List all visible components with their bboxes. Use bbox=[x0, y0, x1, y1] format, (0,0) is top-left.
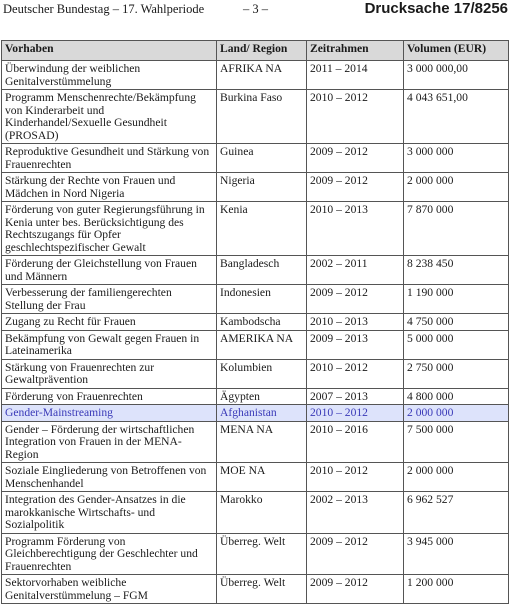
cell-vorhaben: Förderung der Gleichstellung von Frauen und Männern bbox=[2, 256, 217, 285]
cell-vorhaben: Förderung von guter Regierungsführung in Kenia unter bes. Berücksichtigung des Rechtszugangs für Opfer geschlechtspezifischer Gewalt bbox=[2, 202, 217, 256]
cell-volumen: 8 238 450 bbox=[404, 256, 509, 285]
cell-vorhaben: Bekämpfung von Gewalt gegen Frauen in Lateinamerika bbox=[2, 330, 217, 359]
cell-land: Guinea bbox=[217, 144, 307, 173]
table-row bbox=[2, 405, 509, 422]
cell-land: Burkina Faso bbox=[217, 90, 307, 144]
page-number: – 3 – bbox=[243, 2, 268, 16]
cell-vorhaben: Soziale Eingliederung von Betroffenen von Menschenhandel bbox=[2, 463, 217, 492]
table-body bbox=[2, 61, 509, 604]
cell-zeitrahmen: 2010 – 2013 bbox=[307, 202, 404, 256]
cell-land: Kolumbien bbox=[217, 359, 307, 388]
cell-land: MENA NA bbox=[217, 421, 307, 463]
cell-vorhaben: Programm Förderung von Gleichberechtigung der Geschlechter und Frauenrechten bbox=[2, 533, 217, 575]
table-row bbox=[2, 359, 509, 388]
cell-land: Nigeria bbox=[217, 173, 307, 202]
cell-vorhaben: Gender – Förderung der wirtschaftlichen Integration von Frauen in der MENA-Region bbox=[2, 421, 217, 463]
parliament-title: Deutscher Bundestag – 17. Wahlperiode bbox=[3, 2, 205, 16]
table-row bbox=[2, 285, 509, 314]
cell-zeitrahmen: 2011 – 2014 bbox=[307, 61, 404, 90]
table-row bbox=[2, 173, 509, 202]
cell-volumen: 6 962 527 bbox=[404, 492, 509, 534]
table-row bbox=[2, 330, 509, 359]
table-row bbox=[2, 61, 509, 90]
cell-zeitrahmen: 2009 – 2012 bbox=[307, 144, 404, 173]
cell-vorhaben: Sektorvorhaben weibliche Genitalverstümmelung – FGM bbox=[2, 575, 217, 604]
cell-volumen: 2 750 000 bbox=[404, 359, 509, 388]
cell-volumen: 4 750 000 bbox=[404, 314, 509, 331]
cell-land: AMERIKA NA bbox=[217, 330, 307, 359]
cell-land: Kenia bbox=[217, 202, 307, 256]
table-row bbox=[2, 314, 509, 331]
cell-zeitrahmen: 2010 – 2013 bbox=[307, 314, 404, 331]
cell-vorhaben: Gender-Mainstreaming bbox=[2, 405, 217, 422]
table-row bbox=[2, 256, 509, 285]
cell-zeitrahmen: 2010 – 2012 bbox=[307, 90, 404, 144]
table-row bbox=[2, 90, 509, 144]
table-row bbox=[2, 421, 509, 463]
cell-land: Überreg. Welt bbox=[217, 575, 307, 604]
table-row bbox=[2, 533, 509, 575]
cell-vorhaben: Überwindung der weiblichen Genitalverstümmelung bbox=[2, 61, 217, 90]
cell-land: MOE NA bbox=[217, 463, 307, 492]
cell-volumen: 3 000 000,00 bbox=[404, 61, 509, 90]
cell-vorhaben: Reproduktive Gesundheit und Stärkung von Frauenrechten bbox=[2, 144, 217, 173]
cell-land: Marokko bbox=[217, 492, 307, 534]
table-row bbox=[2, 202, 509, 256]
cell-land: AFRIKA NA bbox=[217, 61, 307, 90]
column-header-vorhaben: Vorhaben bbox=[2, 41, 217, 61]
cell-zeitrahmen: 2009 – 2013 bbox=[307, 330, 404, 359]
cell-land: Indonesien bbox=[217, 285, 307, 314]
cell-land: Kambodscha bbox=[217, 314, 307, 331]
table-row bbox=[2, 388, 509, 405]
page-header bbox=[0, 0, 510, 24]
cell-zeitrahmen: 2002 – 2013 bbox=[307, 492, 404, 534]
cell-vorhaben: Zugang zu Recht für Frauen bbox=[2, 314, 217, 331]
cell-zeitrahmen: 2009 – 2012 bbox=[307, 285, 404, 314]
table-row bbox=[2, 463, 509, 492]
cell-land: Afghanistan bbox=[217, 405, 307, 422]
column-header-zeitrahmen: Zeitrahmen bbox=[307, 41, 404, 61]
cell-land: Überreg. Welt bbox=[217, 533, 307, 575]
table-row bbox=[2, 144, 509, 173]
cell-volumen: 2 000 000 bbox=[404, 405, 509, 422]
cell-volumen: 5 000 000 bbox=[404, 330, 509, 359]
cell-vorhaben: Stärkung der Rechte von Frauen und Mädchen in Nord Nigeria bbox=[2, 173, 217, 202]
column-header-land: Land/ Region bbox=[217, 41, 307, 61]
cell-vorhaben: Verbesserung der familiengerechten Stellung der Frau bbox=[2, 285, 217, 314]
cell-land: Bangladesch bbox=[217, 256, 307, 285]
cell-volumen: 4 800 000 bbox=[404, 388, 509, 405]
column-header-volumen: Volumen (EUR) bbox=[404, 41, 509, 61]
table-row bbox=[2, 575, 509, 604]
cell-zeitrahmen: 2010 – 2012 bbox=[307, 359, 404, 388]
cell-volumen: 3 000 000 bbox=[404, 144, 509, 173]
cell-zeitrahmen: 2010 – 2016 bbox=[307, 421, 404, 463]
cell-vorhaben: Programm Menschenrechte/Bekämpfung von Kinderarbeit und Kinderhandel/Sexuelle Gesundheit (PROSAD) bbox=[2, 90, 217, 144]
cell-zeitrahmen: 2007 – 2013 bbox=[307, 388, 404, 405]
cell-volumen: 1 190 000 bbox=[404, 285, 509, 314]
cell-land: Ägypten bbox=[217, 388, 307, 405]
document-number: Drucksache 17/8256 bbox=[364, 0, 508, 17]
cell-zeitrahmen: 2009 – 2012 bbox=[307, 575, 404, 604]
cell-zeitrahmen: 2009 – 2012 bbox=[307, 533, 404, 575]
cell-vorhaben: Stärkung von Frauenrechten zur Gewaltprävention bbox=[2, 359, 217, 388]
cell-volumen: 2 000 000 bbox=[404, 463, 509, 492]
cell-zeitrahmen: 2010 – 2012 bbox=[307, 405, 404, 422]
cell-zeitrahmen: 2009 – 2012 bbox=[307, 173, 404, 202]
cell-volumen: 1 200 000 bbox=[404, 575, 509, 604]
cell-zeitrahmen: 2002 – 2011 bbox=[307, 256, 404, 285]
cell-volumen: 2 000 000 bbox=[404, 173, 509, 202]
cell-vorhaben: Förderung von Frauenrechten bbox=[2, 388, 217, 405]
cell-vorhaben: Integration des Gender-Ansatzes in die marokkanische Wirtschafts- und Sozialpolitik bbox=[2, 492, 217, 534]
cell-zeitrahmen: 2010 – 2012 bbox=[307, 463, 404, 492]
table-row bbox=[2, 492, 509, 534]
cell-volumen: 3 945 000 bbox=[404, 533, 509, 575]
cell-volumen: 4 043 651,00 bbox=[404, 90, 509, 144]
table-header-row bbox=[2, 41, 509, 61]
cell-volumen: 7 870 000 bbox=[404, 202, 509, 256]
cell-volumen: 7 500 000 bbox=[404, 421, 509, 463]
projects-table bbox=[1, 40, 509, 604]
